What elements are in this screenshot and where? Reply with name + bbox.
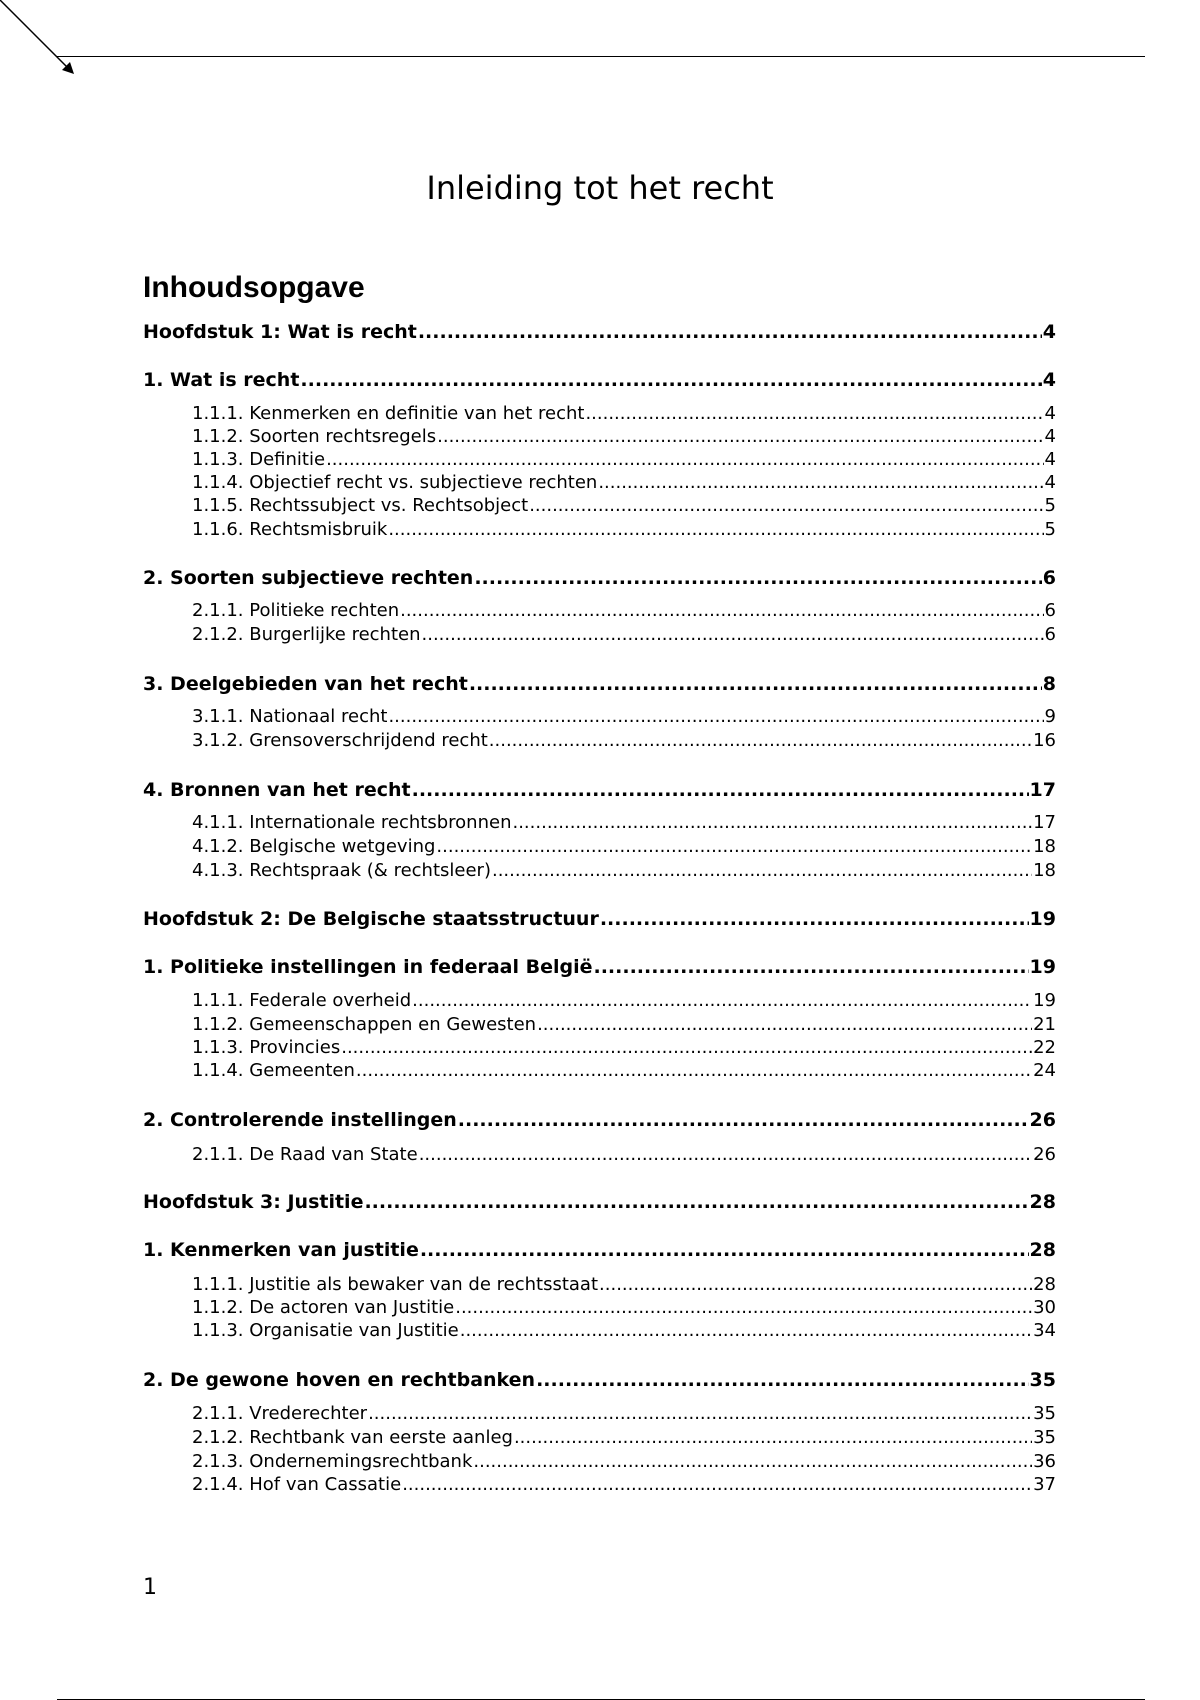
toc-entry-label: 2.1.3. Ondernemingsrechtbank (192, 1451, 473, 1472)
toc-entry-page: 18 (1033, 836, 1056, 857)
toc-entry-page: 4 (1044, 403, 1056, 424)
toc-entry-page: 6 (1042, 567, 1056, 589)
toc-dot-leader (599, 1273, 1032, 1297)
toc-entry-section[interactable] (143, 368, 1056, 392)
toc-entry-label: 2. Soorten subjectieve rechten (143, 567, 474, 589)
toc-entry-sub[interactable] (192, 599, 1056, 623)
toc-entry-sub[interactable] (192, 494, 1056, 518)
toc-dot-leader (473, 1450, 1032, 1474)
toc-entry-sub[interactable] (192, 1450, 1056, 1474)
toc-entry-sub[interactable] (192, 1013, 1056, 1037)
toc-dot-leader (418, 320, 1042, 344)
toc-entry-label: 1.1.6. Rechtsmisbruik (192, 519, 388, 540)
toc-entry-label: 2. Controlerende instellingen (143, 1109, 457, 1131)
toc-entry-section[interactable] (143, 1238, 1056, 1262)
toc-entry-page: 18 (1033, 860, 1056, 881)
toc-entry-sub[interactable] (192, 989, 1056, 1013)
toc-entry-label: 1.1.3. Organisatie van Justitie (192, 1320, 459, 1341)
toc-entry-page: 19 (1029, 956, 1056, 978)
toc-entry-label: 3.1.1. Nationaal recht (192, 706, 388, 727)
toc-entry-page: 24 (1033, 1060, 1056, 1081)
toc-entry-chapter[interactable] (143, 1190, 1056, 1214)
toc-entry-label: 1.1.1. Kenmerken en definitie van het recht (192, 403, 585, 424)
toc-entry-page: 4 (1042, 369, 1056, 391)
toc-entry-sub[interactable] (192, 1402, 1056, 1426)
toc-dot-leader (529, 494, 1043, 518)
toc-dot-leader (420, 1238, 1029, 1262)
toc-dot-leader (489, 729, 1032, 753)
toc-entry-page: 19 (1029, 908, 1056, 930)
toc-entry-label: 1.1.2. Gemeenschappen en Gewesten (192, 1014, 537, 1035)
toc-entry-label: 1.1.4. Gemeenten (192, 1060, 355, 1081)
toc-entry-page: 35 (1029, 1369, 1056, 1391)
toc-heading: Inhoudsopgave (143, 271, 365, 304)
toc-entry-label: 1.1.1. Justitie als bewaker van de rechtsstaat (192, 1274, 599, 1295)
toc-entry-label: 1.1.1. Federale overheid (192, 990, 412, 1011)
toc-entry-label: 4. Bronnen van het recht (143, 779, 411, 801)
page-number: 1 (143, 1575, 157, 1600)
toc-entry-sub[interactable] (192, 471, 1056, 495)
toc-dot-leader (514, 1426, 1032, 1450)
toc-dot-leader (458, 1108, 1029, 1132)
document-title: Inleiding tot het recht (426, 169, 774, 207)
toc-dot-leader (388, 705, 1043, 729)
toc-dot-leader (437, 425, 1043, 449)
toc-dot-leader (368, 1402, 1032, 1426)
toc-dot-leader (422, 623, 1044, 647)
toc-entry-sub[interactable] (192, 518, 1056, 542)
toc-entry-label: 1.1.2. De actoren van Justitie (192, 1297, 455, 1318)
toc-entry-page: 28 (1033, 1274, 1056, 1295)
toc-entry-sub[interactable] (192, 623, 1056, 647)
toc-entry-label: 1.1.3. Definitie (192, 449, 326, 470)
toc-entry-page: 26 (1033, 1144, 1056, 1165)
toc-entry-page: 6 (1044, 600, 1056, 621)
toc-entry-page: 30 (1033, 1297, 1056, 1318)
toc-entry-sub[interactable] (192, 1059, 1056, 1083)
toc-entry-label: 2.1.1. Vrederechter (192, 1403, 368, 1424)
toc-dot-leader (364, 1190, 1028, 1214)
toc-dot-leader (585, 402, 1043, 426)
toc-entry-page: 19 (1033, 990, 1056, 1011)
toc-entry-sub[interactable] (192, 1143, 1056, 1167)
toc-entry-label: 2.1.2. Rechtbank van eerste aanleg (192, 1427, 513, 1448)
toc-entry-sub[interactable] (192, 835, 1056, 859)
toc-dot-leader (537, 1013, 1032, 1037)
toc-entry-page: 36 (1033, 1451, 1056, 1472)
toc-entry-page: 37 (1033, 1474, 1056, 1495)
toc-entry-sub[interactable] (192, 402, 1056, 426)
header-rule (57, 56, 1145, 57)
toc-entry-section[interactable] (143, 778, 1056, 802)
toc-entry-label: 1. Wat is recht (143, 369, 300, 391)
toc-entry-sub[interactable] (192, 448, 1056, 472)
toc-entry-sub[interactable] (192, 425, 1056, 449)
toc-entry-sub[interactable] (192, 1319, 1056, 1343)
toc-dot-leader (455, 1296, 1032, 1320)
toc-entry-label: Hoofdstuk 3: Justitie (143, 1191, 364, 1213)
toc-dot-leader (492, 859, 1032, 883)
toc-entry-sub[interactable] (192, 1426, 1056, 1450)
toc-entry-label: 2. De gewone hoven en rechtbanken (143, 1369, 536, 1391)
toc-dot-leader (474, 566, 1041, 590)
toc-entry-sub[interactable] (192, 729, 1056, 753)
toc-entry-label: 1. Politieke instellingen in federaal België (143, 956, 593, 978)
toc-dot-leader (536, 1368, 1028, 1392)
toc-entry-label: 2.1.4. Hof van Cassatie (192, 1474, 402, 1495)
toc-dot-leader (326, 448, 1043, 472)
toc-dot-leader (594, 955, 1029, 979)
toc-entry-label: 4.1.1. Internationale rechtsbronnen (192, 812, 512, 833)
toc-entry-page: 8 (1042, 673, 1056, 695)
toc-entry-page: 16 (1033, 730, 1056, 751)
toc-entry-page: 35 (1033, 1403, 1056, 1424)
toc-dot-leader (341, 1036, 1032, 1060)
toc-entry-chapter[interactable] (143, 320, 1056, 344)
toc-dot-leader (469, 672, 1042, 696)
toc-dot-leader (460, 1319, 1032, 1343)
toc-entry-sub[interactable] (192, 1273, 1056, 1297)
toc-entry-label: 4.1.3. Rechtspraak (& rechtsleer) (192, 860, 491, 881)
toc-entry-page: 17 (1033, 812, 1056, 833)
toc-entry-section[interactable] (143, 566, 1056, 590)
toc-entry-page: 4 (1044, 449, 1056, 470)
toc-dot-leader (419, 1143, 1032, 1167)
toc-dot-leader (388, 518, 1043, 542)
toc-entry-page: 22 (1033, 1037, 1056, 1058)
toc-entry-page: 34 (1033, 1320, 1056, 1341)
toc-entry-label: 1. Kenmerken van justitie (143, 1239, 419, 1261)
toc-entry-sub[interactable] (192, 811, 1056, 835)
toc-entry-sub[interactable] (192, 1296, 1056, 1320)
toc-entry-page: 5 (1044, 519, 1056, 540)
toc-entry-sub[interactable] (192, 1036, 1056, 1060)
toc-entry-sub[interactable] (192, 859, 1056, 883)
toc-entry-label: 4.1.2. Belgische wetgeving (192, 836, 436, 857)
toc-entry-page: 28 (1029, 1239, 1056, 1261)
toc-entry-label: 1.1.3. Provincies (192, 1037, 341, 1058)
toc-entry-section[interactable] (143, 1108, 1056, 1132)
toc-entry-sub[interactable] (192, 1473, 1056, 1497)
toc-dot-leader (598, 471, 1043, 495)
toc-entry-label: 1.1.2. Soorten rechtsregels (192, 426, 437, 447)
toc-entry-section[interactable] (143, 1368, 1056, 1392)
toc-dot-leader (300, 368, 1041, 392)
toc-entry-page: 6 (1044, 624, 1056, 645)
toc-dot-leader (400, 599, 1043, 623)
toc-entry-sub[interactable] (192, 705, 1056, 729)
toc-entry-label: 2.1.1. De Raad van State (192, 1144, 418, 1165)
toc-entry-page: 28 (1029, 1191, 1056, 1213)
toc-entry-page: 4 (1044, 472, 1056, 493)
toc-entry-label: 2.1.1. Politieke rechten (192, 600, 400, 621)
toc-dot-leader (512, 811, 1032, 835)
toc-entry-label: 1.1.4. Objectief recht vs. subjectieve rechten (192, 472, 598, 493)
toc-entry-chapter[interactable] (143, 907, 1056, 931)
toc-dot-leader (402, 1473, 1032, 1497)
toc-entry-label: 1.1.5. Rechtssubject vs. Rechtsobject (192, 495, 529, 516)
toc-dot-leader (412, 989, 1032, 1013)
toc-entry-label: Hoofdstuk 1: Wat is recht (143, 321, 417, 343)
toc-entry-page: 4 (1042, 321, 1056, 343)
toc-entry-page: 26 (1029, 1109, 1056, 1131)
toc-entry-label: 2.1.2. Burgerlijke rechten (192, 624, 421, 645)
toc-dot-leader (436, 835, 1032, 859)
toc-dot-leader (356, 1059, 1032, 1083)
toc-entry-section[interactable] (143, 672, 1056, 696)
toc-entry-label: 3.1.2. Grensoverschrijdend recht (192, 730, 488, 751)
toc-entry-page: 4 (1044, 426, 1056, 447)
toc-entry-label: 3. Deelgebieden van het recht (143, 673, 468, 695)
toc-dot-leader (412, 778, 1029, 802)
corner-arrow-icon (0, 0, 80, 80)
toc-entry-page: 21 (1033, 1014, 1056, 1035)
toc-entry-page: 17 (1029, 779, 1056, 801)
toc-entry-section[interactable] (143, 955, 1056, 979)
toc-entry-label: Hoofdstuk 2: De Belgische staatsstructuur (143, 908, 599, 930)
toc-dot-leader (600, 907, 1029, 931)
toc-entry-page: 5 (1044, 495, 1056, 516)
toc-entry-page: 9 (1044, 706, 1056, 727)
toc-entry-page: 35 (1033, 1427, 1056, 1448)
